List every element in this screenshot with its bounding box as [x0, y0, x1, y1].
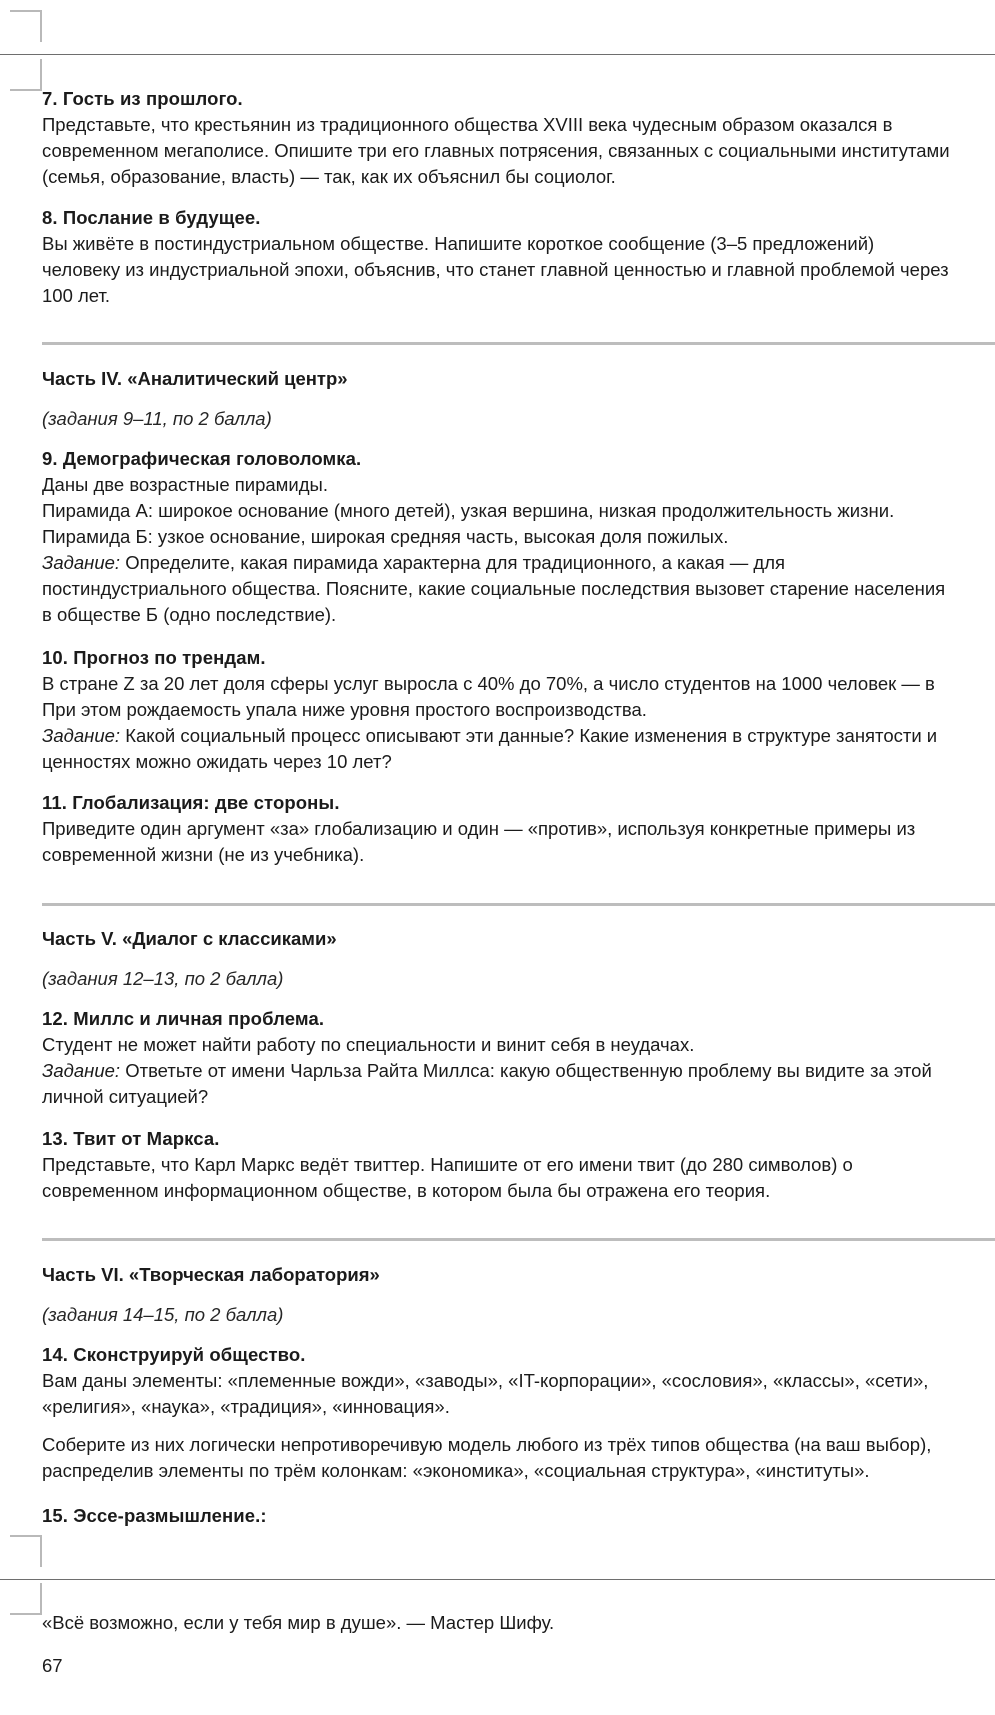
- task-title: 14. Сконструируй общество.: [42, 1344, 306, 1365]
- assignment-label: Задание:: [42, 725, 121, 746]
- task-text: «религия», «наука», «традиция», «инновация».: [42, 1396, 450, 1417]
- crop-mark: [10, 10, 42, 42]
- task-9: [42, 446, 995, 628]
- task-title: 8. Послание в будущее.: [42, 207, 261, 228]
- task-11: [42, 790, 995, 868]
- task-title: 13. Твит от Маркса.: [42, 1128, 220, 1149]
- task-assignment: [42, 1058, 995, 1084]
- task-title: 11. Глобализация: две стороны.: [42, 792, 340, 813]
- section-divider: [42, 342, 995, 345]
- task-text: ценностях можно ожидать через 10 лет?: [42, 751, 392, 772]
- task-text: человеку из индустриальной эпохи, объяснив, что станет главной ценностью и главной проблемой через: [42, 259, 949, 280]
- epigraph-quote: «Всё возможно, если у тебя мир в душе». — Мастер Шифу.: [42, 1612, 555, 1633]
- task-text: При этом рождаемость упала ниже уровня простого воспроизводства.: [42, 699, 647, 720]
- crop-mark: [10, 1583, 42, 1615]
- task-text: современном информационном обществе, в котором была бы отражена его теория.: [42, 1180, 771, 1201]
- part-title: Часть V. «Диалог с классиками»: [42, 928, 337, 949]
- task-text: В стране Z за 20 лет доля сферы услуг выросла с 40% до 70%, а число студентов на 1000 человек — в: [42, 673, 935, 694]
- task-text: Вы живёте в постиндустриальном обществе. Напишите короткое сообщение (3–5 предложений): [42, 233, 875, 254]
- assignment-text: Ответьте от имени Чарльза Райта Миллса: какую общественную проблему вы видите за этой: [120, 1060, 932, 1081]
- assignment-label: Задание:: [42, 552, 121, 573]
- task-text: Представьте, что крестьянин из традиционного общества XVIII века чудесным образом оказался в: [42, 114, 893, 135]
- section-divider: [42, 1238, 995, 1241]
- task-title: 9. Демографическая головоломка.: [42, 448, 362, 469]
- part-title: Часть VI. «Творческая лаборатория»: [42, 1264, 380, 1285]
- task-text: распределив элементы по трём колонкам: «экономика», «социальная структура», «институты».: [42, 1460, 870, 1481]
- task-title: 15. Эссе-размышление.:: [42, 1505, 267, 1526]
- task-text: современной жизни (не из учебника).: [42, 844, 365, 865]
- task-title: 12. Миллс и личная проблема.: [42, 1008, 325, 1029]
- task-13: [42, 1126, 995, 1204]
- task-text: Приведите один аргумент «за» глобализацию и один — «против», используя конкретные примеры из: [42, 818, 916, 839]
- task-text: постиндустриального общества. Поясните, какие социальные последствия вызовет старение населения: [42, 578, 946, 599]
- part-subtitle: (задания 9–11, по 2 балла): [42, 408, 272, 429]
- assignment-text: Определите, какая пирамида характерна для традиционного, а какая — для: [120, 552, 786, 573]
- section-divider: [42, 903, 995, 906]
- part-subtitle: (задания 14–15, по 2 балла): [42, 1304, 284, 1325]
- task-text: личной ситуацией?: [42, 1086, 209, 1107]
- task-text: Соберите из них логически непротиворечивую модель любого из трёх типов общества (на ваш выбор),: [42, 1434, 932, 1455]
- task-text: современном мегаполисе. Опишите три его главных потрясения, связанных с социальными институтами: [42, 140, 950, 161]
- part-title: Часть IV. «Аналитический центр»: [42, 368, 348, 389]
- task-title: 10. Прогноз по трендам.: [42, 647, 266, 668]
- task-text: Представьте, что Карл Маркс ведёт твиттер. Напишите от его имени твит (до 280 символов) о: [42, 1154, 853, 1175]
- task-8: [42, 205, 995, 309]
- crop-mark: [10, 1535, 42, 1567]
- page-break-line: [0, 54, 995, 55]
- task-12: [42, 1006, 995, 1110]
- task-text: Даны две возрастные пирамиды.: [42, 474, 328, 495]
- task-text: (семья, образование, власть) — так, как их объяснил бы социолог.: [42, 166, 616, 187]
- task-text: 100 лет.: [42, 285, 111, 306]
- task-text: Вам даны элементы: «племенные вожди», «заводы», «IT-корпорации», «сословия», «классы», «сети»,: [42, 1370, 929, 1391]
- page-number: 67: [42, 1655, 63, 1676]
- task-text: Пирамида А: широкое основание (много детей), узкая вершина, низкая продолжительность жизни.: [42, 500, 895, 521]
- task-15: [42, 1503, 995, 1529]
- crop-mark: [10, 59, 42, 91]
- assignment-label: Задание:: [42, 1060, 121, 1081]
- task-14: [42, 1342, 995, 1484]
- part-subtitle: (задания 12–13, по 2 балла): [42, 968, 284, 989]
- task-10: [42, 645, 995, 775]
- task-text: Пирамида Б: узкое основание, широкая средняя часть, высокая доля пожилых.: [42, 526, 729, 547]
- task-text: Студент не может найти работу по специальности и винит себя в неудачах.: [42, 1034, 695, 1055]
- page-break-line: [0, 1579, 995, 1580]
- task-7: [42, 86, 995, 190]
- assignment-text: Какой социальный процесс описывают эти данные? Какие изменения в структуре занятости и: [120, 725, 938, 746]
- task-assignment: [42, 723, 995, 749]
- task-title: 7. Гость из прошлого.: [42, 88, 243, 109]
- task-text: в обществе Б (одно последствие).: [42, 604, 337, 625]
- task-assignment: [42, 550, 995, 576]
